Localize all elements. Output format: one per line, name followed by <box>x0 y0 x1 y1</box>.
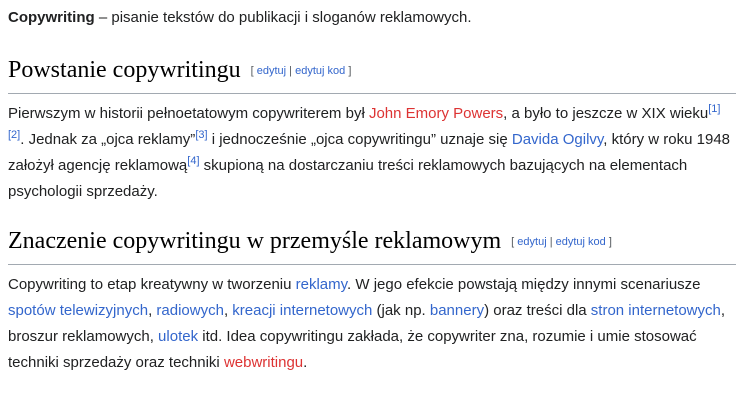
reference-3 <box>195 129 207 141</box>
section-heading-znaczenie <box>8 228 736 265</box>
link-kreacji-internetowych[interactable]: kreacji internetowych <box>232 302 373 319</box>
link-radiowych[interactable]: radiowych <box>156 302 224 319</box>
link-reklamy[interactable]: reklamy <box>295 276 348 293</box>
reference-link[interactable]: [3] <box>195 129 208 141</box>
intro-text: – pisanie tekstów do publikacji i sloganów reklamowych. <box>94 9 472 26</box>
reference-4 <box>187 155 199 167</box>
edit-section-links: [ edytuj | edytuj kod ] <box>511 236 612 248</box>
link-david-ogilvy[interactable]: Davida Ogilvy <box>511 131 604 148</box>
section-title: Powstanie copywritingu <box>8 57 241 83</box>
link-ulotek[interactable]: ulotek <box>158 328 199 345</box>
section-paragraph-znaczenie: Copywriting to etap kreatywny w tworzeniu reklamy. W jego efekcie powstają między innymi scenariusze spotów telewizyjnych, radiowych, kreacji internetowych (jak np. bannery) oraz treści dla stron internetowych, broszur reklamowych, ulotek itd. Idea copywritingu zakłada, że copywriter zna, rozumie i umie stosować techniki sprzedaży oraz techniki webwritingu. <box>8 276 726 371</box>
intro-paragraph <box>8 6 472 30</box>
reference-link[interactable]: [1] <box>708 103 721 115</box>
reference-link[interactable]: [4] <box>187 155 200 167</box>
link-webwritingu[interactable]: webwritingu <box>223 354 304 371</box>
link-john-emory-powers[interactable]: John Emory Powers <box>368 105 504 122</box>
edit-link[interactable]: edytuj <box>256 65 287 77</box>
edit-link[interactable]: edytuj <box>517 236 547 248</box>
link-stron-internetowych[interactable]: stron internetowych <box>590 302 721 319</box>
section-paragraph-powstanie: Pierwszym w historii pełnoetatowym copywriterem był John Emory Powers, a było to jeszcze w XIX wieku[1][2]. Jednak za „ojca reklamy”[3] i jednocześnie „ojca copywritingu” uznaje się Davida Ogilvy, który w roku 1948 założył agencję reklamową[4] skupioną na dostarczaniu treści reklamowych bazujących na elementach psychologii sprzedaży. <box>8 103 731 200</box>
edit-source-link[interactable]: edytuj kod <box>555 236 606 248</box>
edit-section-links: [ edytuj | edytuj kod ] <box>250 65 352 77</box>
reference-link[interactable]: [2] <box>8 129 21 141</box>
intro-term: Copywriting <box>8 9 95 26</box>
edit-source-link[interactable]: edytuj kod <box>295 65 346 77</box>
section-title: Znaczenie copywritingu w przemyśle reklamowym <box>8 228 502 254</box>
section-heading-powstanie <box>8 57 736 94</box>
link-spotow-telewizyjnych[interactable]: spotów telewizyjnych <box>8 302 149 319</box>
link-bannery[interactable]: bannery <box>429 302 485 319</box>
